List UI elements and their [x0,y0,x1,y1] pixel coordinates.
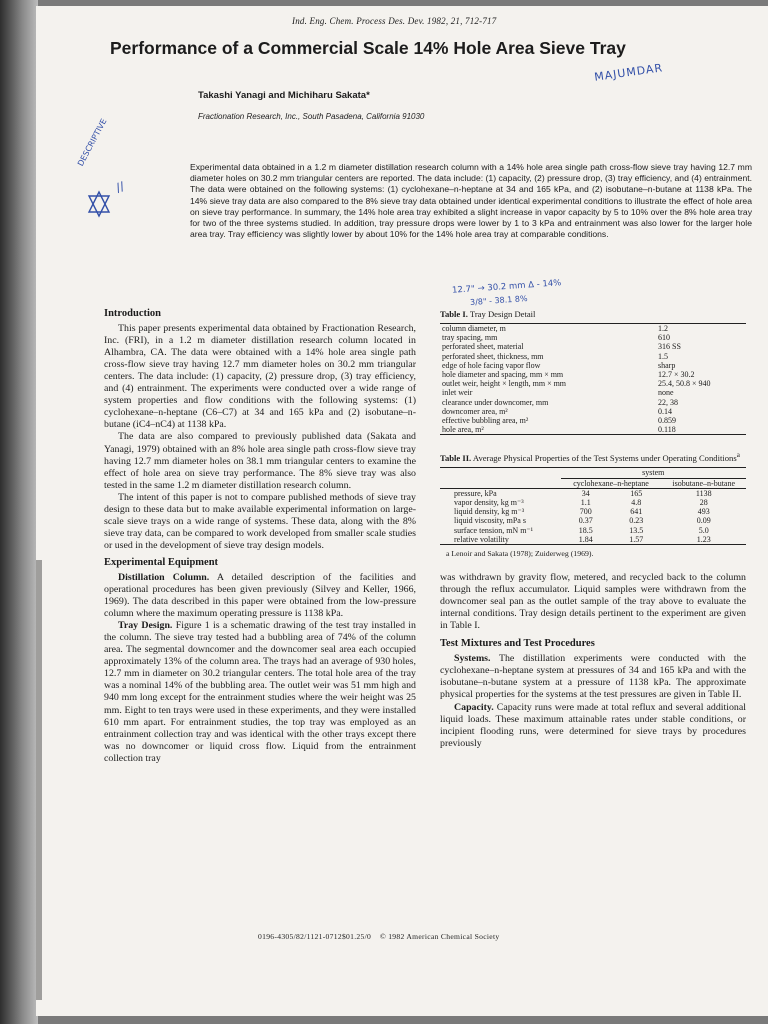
table2-property: liquid density, kg m⁻³ [454,507,525,517]
table2-caption [440,449,746,464]
column-text: A detailed description of the facilities and operational procedures has been given previously (Silvey and Keller, 1966, 1969). The data described in this paper were obtained from the low-pressure column where the maximum operating pressure is 1138 kPa. [104,571,416,620]
journal-reference: Ind. Eng. Chem. Process Des. Dev. 1982, 21, 712-717 [292,16,497,26]
handwritten-side-note: DESCRIPTIVE [75,117,109,168]
table1-row [440,416,746,425]
table1-key: hole area, m² [442,425,484,435]
table1-row [440,324,746,334]
capacity-run-in: Capacity. [454,701,494,713]
table1-row [440,388,746,397]
table2-row [440,535,746,545]
continued-paragraph: was withdrawn by gravity flow, metered, and recycled back to the column through the reflux accumulator. Liquid samples were withdrawn from the downcomer seal pan as the outlet sample of the tray above to evaluate the internal conditions. Tray design details pertinent to the experiment are given in Table I. [440,572,746,632]
intro-paragraph-1: This paper presents experimental data obtained by Fractionation Research, Inc. (FRI), in a 1.2 m diameter distillation research column located in Alhambra, CA. The data were obtained with a 14% hole area single path cross-flow sieve tray having 12.7 mm diameter holes on 30.2 mm triangular centers. The data include: (1) capacity, (2) pressure drop, (3) tray efficiency, and (4) entrainment. The experiments were conducted over a wide range of system properties and flow conditions with the following systems: (1) cyclohexane–n-heptane (C6–C7) at 34 and 165 kPa and (2) isobutane–n-butane (iC4–nC4) at 1138 kPa. [104,323,416,431]
star-mark-icon [86,190,112,218]
table1-key: perforated sheet, material [442,342,524,352]
table1-value: 1.5 [658,351,668,361]
intro-paragraph-2: The data are also compared to previously published data (Sakata and Yanagi, 1979) obtained with an 8% hole area single path cross-flow sieve tray having 12.7 mm diameter holes on 38.1 mm triangular centers to examine the effect of hole area on sieve tray performance. The 8% sieve tray was also tested in the same 1.2 m diameter distillation research column. [104,431,416,491]
table2-property: vapor density, kg m⁻³ [454,498,524,507]
table1-row [440,407,746,416]
table1-row [440,379,746,388]
table2-row [440,498,746,507]
table1-key: edge of hole facing vapor flow [442,360,541,370]
table2-value-165kpa: 0.23 [629,516,644,526]
systems-paragraph [440,653,746,701]
left-column [104,308,416,765]
table2-value-34kpa: 1.84 [578,534,593,544]
table1-key: clearance under downcomer, mm [442,397,549,407]
table1-value: 0.859 [658,416,676,426]
table2-value-1138kpa: 1138 [695,488,712,498]
table2-row [440,488,746,498]
table1 [440,323,746,435]
tray-paragraph [104,620,416,765]
table2-value-34kpa: 0.37 [578,516,593,526]
footer-copyright: © 1982 American Chemical Society [379,932,500,941]
tray-run-in: Tray Design. [118,620,173,632]
table1-key: perforated sheet, thickness, mm [442,351,544,361]
table1-row [440,425,746,435]
table2-value-34kpa: 700 [579,507,592,517]
table2-value-1138kpa: 1.23 [696,534,711,544]
table2-value-1138kpa: 0.09 [696,516,711,526]
equipment-heading: Experimental Equipment [104,556,219,568]
table2-value-165kpa: 165 [630,488,643,498]
table1-value: sharp [658,360,676,370]
page-footer [258,932,499,941]
scan-shadow [36,560,42,1000]
table1-value: 0.14 [658,406,672,416]
table1-value: 1.2 [658,324,668,334]
table1-value: 0.118 [658,425,676,435]
table1-key: tray spacing, mm [442,333,498,343]
table1-value: 22, 38 [658,397,678,407]
table1-key: downcomer area, m² [442,406,508,416]
table2-label: Table II. [440,453,472,464]
table2-value-1138kpa: 28 [699,498,708,507]
table2-property: surface tension, mN m⁻¹ [454,525,534,535]
table2-row [440,507,746,516]
table1-row [440,333,746,342]
capacity-paragraph [440,702,746,750]
table2-value-165kpa: 4.8 [631,498,642,507]
scan-edge [0,0,38,1024]
table2-value-34kpa: 18.5 [578,525,593,535]
table2-property: pressure, kPa [454,488,497,498]
handwritten-table-note-2: 3/8" - 38.1 8% [469,294,528,307]
table2-value-165kpa: 1.57 [629,534,644,544]
table2-value-165kpa: 13.5 [629,525,644,535]
table2-value-165kpa: 641 [630,507,643,517]
table1-row [440,361,746,370]
table2-row [440,516,746,525]
systems-run-in: Systems. [454,653,491,665]
table2-value-34kpa: 34 [581,488,590,498]
column-paragraph [104,572,416,620]
table2-value-1138kpa: 493 [697,507,710,517]
table1-caption [440,308,746,320]
paper-title: Performance of a Commercial Scale 14% Hole Area Sieve Tray [110,38,626,58]
table2-caption-sup: a [736,451,740,460]
table1-value: none [658,388,674,398]
table1-key: hole diameter and spacing, mm × mm [442,370,564,380]
table2-property: relative volatility [454,534,509,544]
table2-value-34kpa: 1.1 [580,498,591,507]
tray-text: Figure 1 is a schematic drawing of the test tray installed in the column. The sieve tray tested had a bubbling area of 74% of the column area. The segmental downcomer and the downcomer seal area each occupied approximately 13% of the column area. The trays had an average of 930 holes, 12.7 mm in diameter on 30.2 triangular centers. The total hole area of the tray was a nominal 14% of the bubbling area. The outlet weir was 51 mm high and 940 mm long except for the entrainment studies where the weir height was 25 mm. Eight to ten trays were used in these experiments, and they were installed 610 mm apart. For entrainment studies, the top tray was employed as an entrainment collection tray and was identical with the other trays except there was no downcomer or liquid cross flow. Liquid from the entrainment collection tray [104,620,416,764]
intro-paragraph-3: The intent of this paper is not to compare published methods of sieve tray design to these data but to make available experimental information on large-scale sieve trays on a wide range of systems. These data, along with the 8% sieve tray data, can be compared to work developed from smaller scale studies or used in the development of sieve tray design models. [104,491,416,551]
table1-value: 25.4, 50.8 × 940 [658,379,711,389]
footer-code: 0196-4305/82/1121-0712$01.25/0 [258,932,372,941]
table2-property: liquid viscosity, mPa s [454,516,526,526]
table1-row [440,370,746,379]
table1-value: 316 SS [658,342,681,352]
table1-row [440,398,746,407]
handwritten-table-note-1: 12.7" → 30.2 mm Δ - 14% [451,278,562,296]
table1-key: inlet weir [442,388,473,398]
abstract: Experimental data obtained in a 1.2 m diameter distillation research column with a 14% hole area single path cross-flow sieve tray having 12.7 mm diameter holes on 30.2 mm triangular centers are reported. The data include: (1) capacity, (2) pressure drop, (3) tray efficiency, and (4) entrainment. The data were obtained on the following systems: (1) cyclohexane–n-heptane at 34 and 165 kPa, and (2) isobutane–n-butane at 1138 kPa. The 14% sieve tray data are also compared to the 8% sieve tray data obtained under identical experimental conditions to illustrate the effect of hole area on sieve tray performance. In summary, the 14% hole area tray exhibited a slight increase in vapor capacity by 5 to 10% over the 8% hole area tray for two of the three systems studied. In addition, tray pressure drops were lower by 1 to 3 kPa and entrainment was also lower for the larger hole area tray. Tray efficiency was slightly lower by about 10% for the 14% hole area tray at comparable conditions. [190,162,752,240]
table2-row [440,526,746,535]
capacity-text: Capacity runs were made at total reflux and several additional liquid loads. These maximum attainable rates under stable conditions, or incipient flooding runs, were determined for sieve trays by procedures previously [440,701,746,749]
table2-system-header: system [561,468,746,478]
right-column [440,308,746,750]
column-run-in: Distillation Column. [118,571,210,583]
table1-key: outlet weir, height × length, mm × mm [442,379,567,389]
handwritten-marks: // [113,179,127,195]
handwritten-name: MAJUMDAR [593,61,664,84]
table2-footnote: a Lenoir and Sakata (1978); Zuiderweg (1969). [446,549,594,559]
table1-value: 12.7 × 30.2 [658,370,695,380]
table1-label: Table I. [440,309,468,319]
table1-key: effective bubbling area, m² [442,416,529,426]
table1-row [440,352,746,361]
intro-heading: Introduction [104,308,161,319]
affiliation: Fractionation Research, Inc., South Pasadena, California 91030 [198,112,425,121]
table2 [440,467,746,545]
table1-value: 610 [658,333,670,343]
table2-value-1138kpa: 5.0 [698,525,709,535]
test-mixtures-heading: Test Mixtures and Test Procedures [440,638,595,650]
table1-key: column diameter, m [442,324,506,334]
table2-title: Average Physical Properties of the Test Systems under Operating Conditions [472,453,737,464]
table2-sys1: cyclohexane–n-heptane [573,478,649,488]
table2-sys2: isobutane–n-butane [672,478,736,488]
systems-text: The distillation experiments were conducted with the cyclohexane–n-heptane system at pressures of 34 and 165 kPa and with the isobutane–n-butane system at a pressure of 1138 kPa. The approximate physical properties for the systems at the test pressures are given in Table II. [440,653,747,701]
table1-row [440,342,746,351]
table1-title: Tray Design Detail [469,309,536,319]
authors: Takashi Yanagi and Michiharu Sakata* [198,90,370,101]
